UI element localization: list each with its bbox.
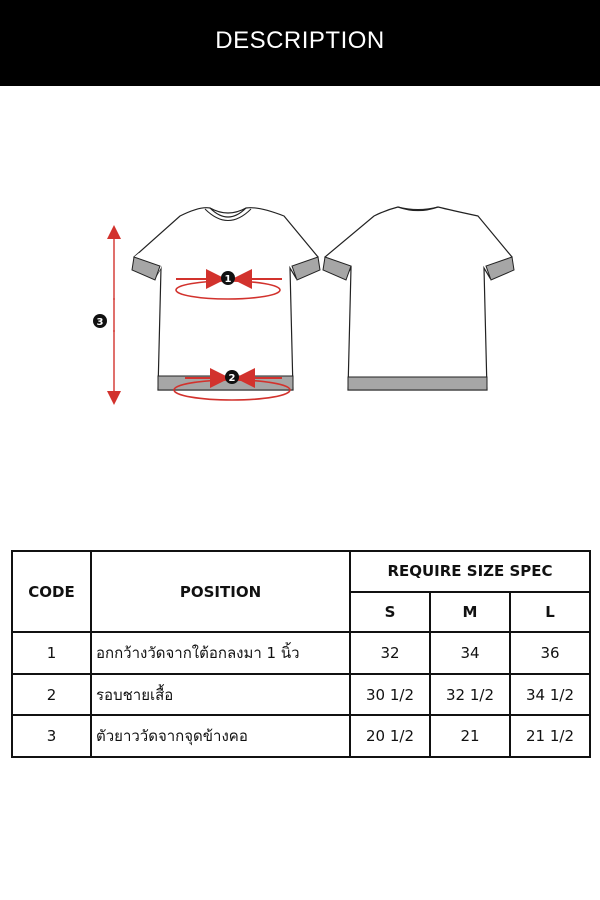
row-size-s: 20 1/2 <box>350 715 430 757</box>
require-size-spec-header: REQUIRE SIZE SPEC <box>350 551 590 592</box>
page-title: DESCRIPTION <box>215 27 385 54</box>
row-code: 3 <box>12 715 91 757</box>
code-header: CODE <box>12 551 91 632</box>
marker-1-label: 1 <box>224 274 232 285</box>
table-row <box>12 674 590 716</box>
table-row <box>12 632 590 674</box>
back-body-outline <box>325 207 512 390</box>
row-position: อกกว้างวัดจากใต้อกลงมา 1 นิ้ว <box>91 632 350 674</box>
row-size-m: 32 1/2 <box>430 674 510 716</box>
row-size-m: 21 <box>430 715 510 757</box>
row-size-l: 36 <box>510 632 590 674</box>
row-size-m: 34 <box>430 632 510 674</box>
row-size-s: 32 <box>350 632 430 674</box>
tshirt-back <box>323 207 514 390</box>
row-size-l: 21 1/2 <box>510 715 590 757</box>
size-s-header: S <box>350 592 430 633</box>
row-position: รอบชายเสื้อ <box>91 674 350 716</box>
marker-2-label: 2 <box>228 373 236 384</box>
marker-3-label: 3 <box>96 317 104 328</box>
size-spec-table <box>11 550 591 758</box>
back-hem-band <box>348 377 487 390</box>
tshirt-front <box>93 208 320 400</box>
row-size-s: 30 1/2 <box>350 674 430 716</box>
row-code: 2 <box>12 674 91 716</box>
position-header: POSITION <box>91 551 350 632</box>
row-size-l: 34 1/2 <box>510 674 590 716</box>
header-bar <box>0 0 600 86</box>
size-l-header: L <box>510 592 590 633</box>
size-m-header: M <box>430 592 510 633</box>
row-code: 1 <box>12 632 91 674</box>
row-position: ตัวยาววัดจากจุดข้างคอ <box>91 715 350 757</box>
tshirt-diagram <box>0 180 600 430</box>
table-row <box>12 715 590 757</box>
